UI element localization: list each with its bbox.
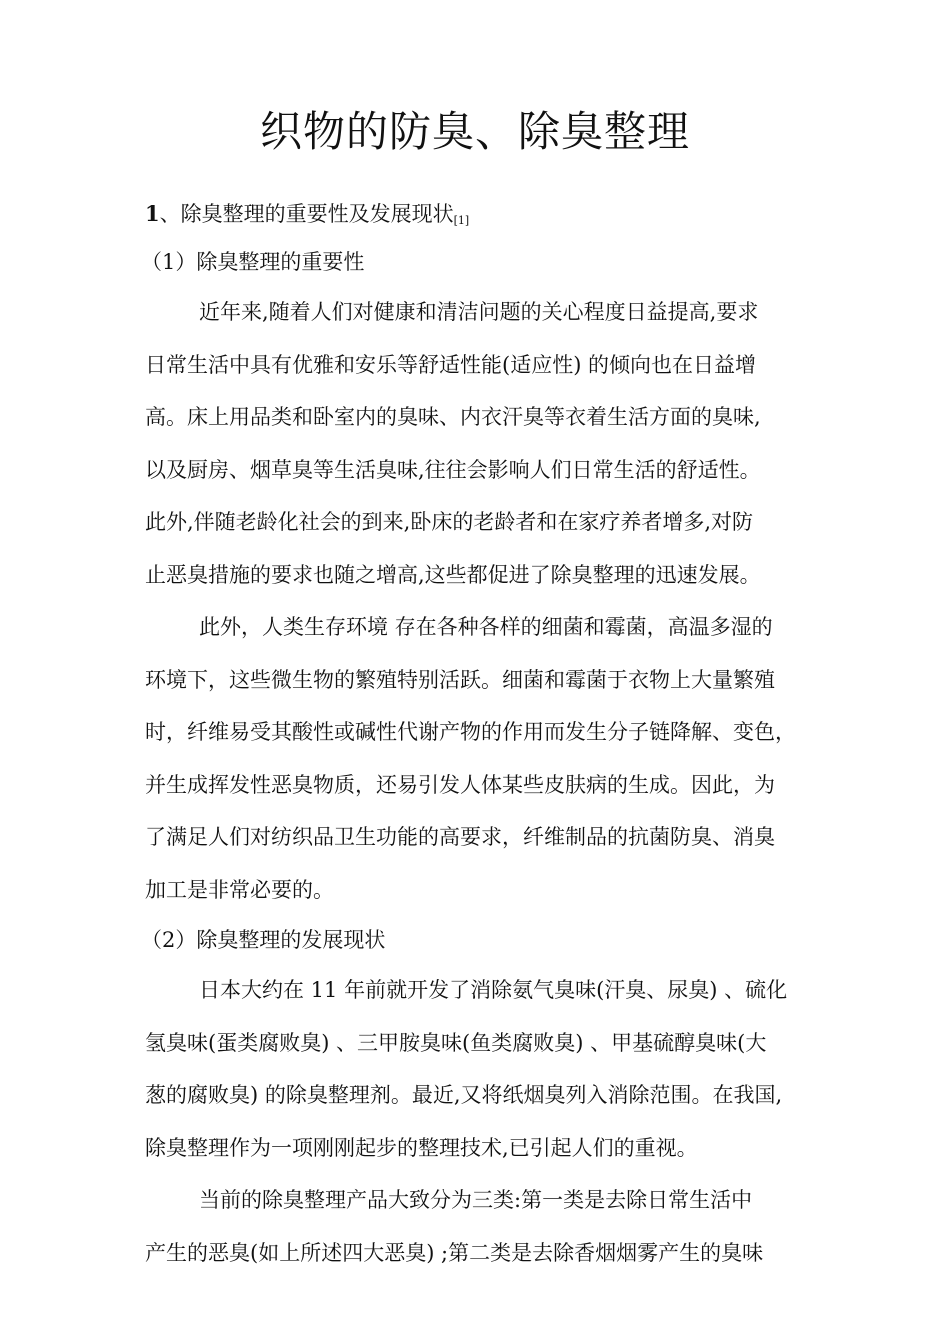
paragraph-3 — [145, 964, 807, 1174]
paragraph-line: 氢臭味(蛋类腐败臭) 、三甲胺臭味(鱼类腐败臭) 、甲基硫醇臭味(大 — [145, 1030, 767, 1055]
section-heading-text: 、除臭整理的重要性及发展现状 — [159, 202, 454, 226]
paragraph-line: 加工是非常必要的。 — [145, 877, 334, 902]
section-heading — [145, 190, 807, 238]
paragraph-line: 以及厨房、烟草臭等生活臭味,往往会影响人们日常生活的舒适性。 — [145, 457, 761, 482]
paragraph-line: 日常生活中具有优雅和安乐等舒适性能(适应性) 的倾向也在日益增 — [145, 352, 757, 377]
section-number: 1 — [145, 201, 160, 226]
paragraph-line: 环境下，这些微生物的繁殖特别活跃。细菌和霉菌于衣物上大量繁殖 — [145, 667, 775, 692]
paragraph-2 — [145, 601, 807, 916]
paragraph-line: 高。床上用品类和卧室内的臭味、内衣汗臭等衣着生活方面的臭味, — [145, 405, 761, 429]
paragraph-line: 葱的腐败臭) 的除臭整理剂。最近,又将纸烟臭列入消除范围。在我国, — [145, 1083, 783, 1107]
paragraph-line: 此外，人类生存环境 存在各种各样的细菌和霉菌，高温多湿的 — [199, 615, 773, 639]
subsection-heading-1: （1）除臭整理的重要性 — [141, 250, 365, 274]
paragraph-line: 并生成挥发性恶臭物质，还易引发人体某些皮肤病的生成。因此，为 — [145, 772, 775, 797]
paragraph-4 — [145, 1174, 807, 1279]
paragraph-line: 产生的恶臭(如上所述四大恶臭) ;第二类是去除香烟烟雾产生的臭味 — [145, 1240, 764, 1265]
paragraph-line: 当前的除臭整理产品大致分为三类:第一类是去除日常生活中 — [199, 1188, 753, 1212]
document-body — [141, 190, 807, 1279]
reference-marker: [1] — [453, 214, 470, 227]
document-title: 织物的防臭、除臭整理 — [259, 107, 690, 156]
paragraph-1 — [145, 286, 807, 601]
paragraph-line: 时，纤维易受其酸性或碱性代谢产物的作用而发生分子链降解、变色， — [145, 720, 796, 744]
paragraph-line: 了满足人们对纺织品卫生功能的高要求，纤维制品的抗菌防臭、消臭 — [145, 825, 775, 849]
paragraph-line: 日本大约在 11 年前就开发了消除氨气臭味(汗臭、尿臭) 、硫化 — [199, 978, 788, 1002]
paragraph-line: 止恶臭措施的要求也随之增高,这些都促进了除臭整理的迅速发展。 — [145, 562, 761, 587]
paragraph-line: 此外,伴随老龄化社会的到来,卧床的老龄者和在家疗养者增多,对防 — [145, 510, 754, 534]
subsection-heading-2: （2）除臭整理的发展现状 — [141, 928, 386, 952]
paragraph-line: 除臭整理作为一项刚刚起步的整理技术,已引起人们的重视。 — [145, 1135, 698, 1160]
paragraph-line: 近年来,随着人们对健康和清洁问题的关心程度日益提高,要求 — [199, 300, 759, 324]
